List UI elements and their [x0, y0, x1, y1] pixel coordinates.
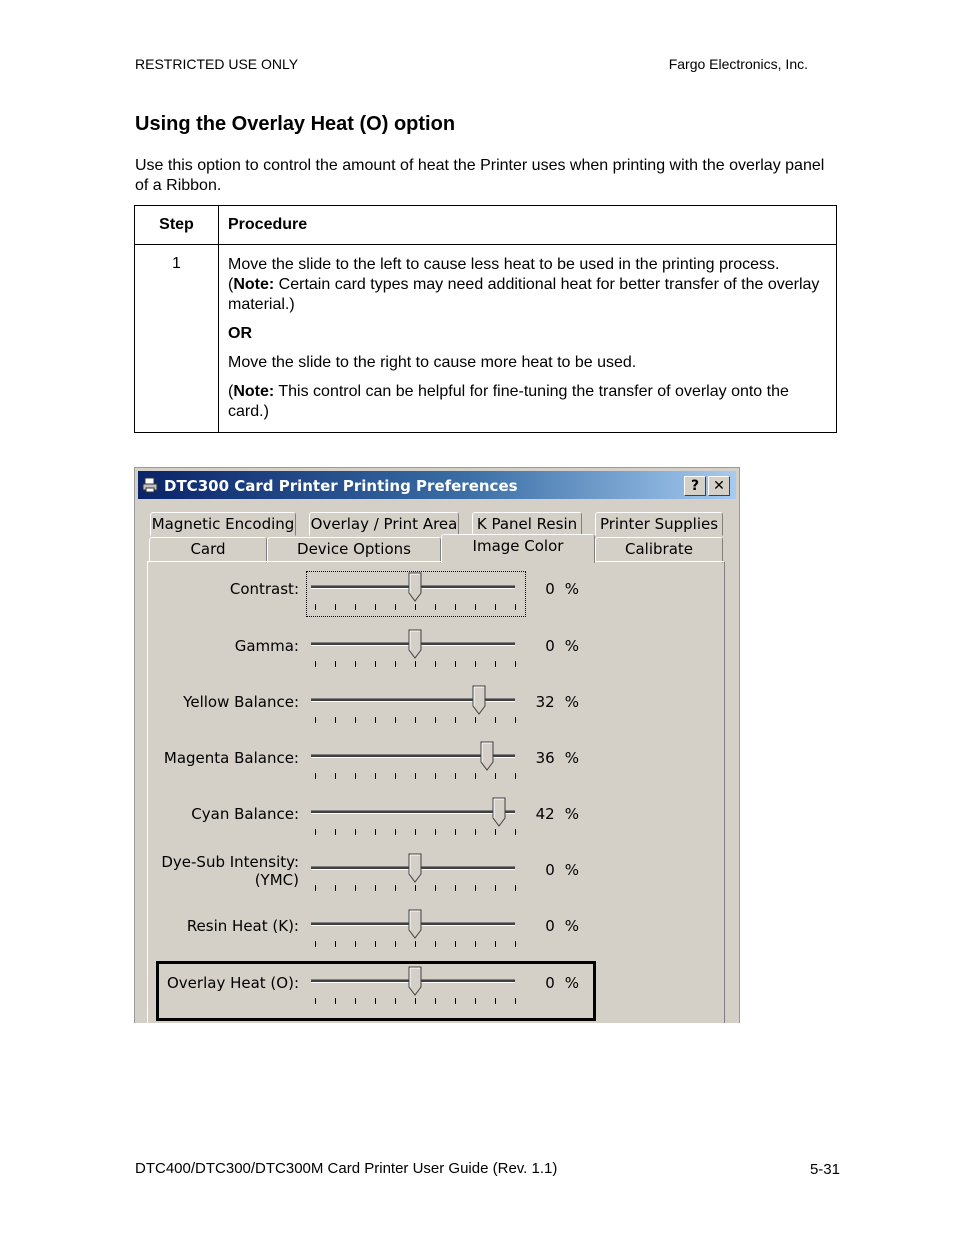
p1-text: Move the slide to the left to cause less heat to be used in the printing process. ( [228, 256, 780, 293]
slider-label-text: Gamma: [234, 637, 299, 655]
slider-tick [395, 941, 396, 947]
slider-value-unit: % [564, 693, 579, 711]
slider-tick [375, 717, 376, 723]
slider-tick [395, 604, 396, 610]
or-label [228, 324, 827, 344]
overlay-heat-value [535, 974, 579, 992]
slider-tick [435, 941, 436, 947]
slider-tick [395, 661, 396, 667]
procedure-cell [219, 245, 837, 433]
slider-value-number: 0 [545, 917, 555, 935]
slider-tick [495, 661, 496, 667]
slider-label [187, 917, 299, 935]
slider-label-text: Contrast: [229, 580, 299, 598]
slider-tick [335, 885, 336, 891]
slider-tick [515, 717, 516, 723]
dialog-title: DTC300 Card Printer Printing Preferences [164, 477, 518, 495]
slider-tick [315, 717, 316, 723]
slider-tick [435, 773, 436, 779]
slider-tick [415, 661, 416, 667]
slider-value-number: 0 [545, 861, 555, 879]
table-row [135, 245, 837, 433]
dye-sub-intensity-value [535, 861, 579, 879]
slider-tick [475, 773, 476, 779]
slider-thumb[interactable] [408, 572, 422, 602]
slider-row-resin-heat [147, 909, 617, 953]
slider-value-unit: % [564, 861, 579, 879]
printing-preferences-dialog [134, 467, 740, 1023]
overlay-heat-slider[interactable] [307, 966, 525, 1010]
tab-image-color[interactable]: Image Color [441, 534, 595, 563]
magenta-balance-value [535, 749, 579, 767]
printer-icon [142, 477, 158, 493]
page-number: 5-31 [809, 1161, 840, 1178]
slider-tick [495, 773, 496, 779]
slider-tick [455, 941, 456, 947]
tab-calibrate[interactable]: Calibrate [595, 537, 723, 563]
slider-tick [515, 661, 516, 667]
slider-thumb[interactable] [480, 741, 494, 771]
slider-tick [355, 717, 356, 723]
slider-tick [335, 998, 336, 1004]
slider-thumb[interactable] [408, 853, 422, 883]
slider-label [167, 974, 299, 992]
procedure-table [134, 205, 837, 433]
slider-label [191, 805, 299, 823]
p3-open: ( [228, 383, 234, 400]
slider-tick [395, 998, 396, 1004]
slider-value-number: 36 [535, 749, 555, 767]
dye-sub-intensity-slider[interactable] [307, 853, 525, 897]
slider-label-text: Cyan Balance: [191, 805, 299, 823]
slider-thumb[interactable] [408, 966, 422, 996]
slider-row-magenta-balance [147, 741, 617, 785]
footer-title: DTC400/DTC300/DTC300M Card Printer User Guide (Rev. 1.1) [135, 1160, 558, 1177]
slider-value-number: 0 [545, 580, 555, 598]
slider-tick [455, 829, 456, 835]
slider-tick [415, 829, 416, 835]
slider-value-number: 0 [545, 637, 555, 655]
slider-tick [455, 604, 456, 610]
slider-label-text: Dye-Sub Intensity: [161, 853, 299, 871]
running-header-right: Fargo Electronics, Inc. [668, 56, 808, 72]
slider-tick [475, 885, 476, 891]
slider-tick [495, 885, 496, 891]
tab-card[interactable]: Card [149, 537, 267, 563]
slider-tick [415, 941, 416, 947]
slider-tick [415, 604, 416, 610]
slider-tick [415, 885, 416, 891]
slider-row-gamma [147, 629, 617, 673]
slider-tick [335, 717, 336, 723]
slider-label-text: Magenta Balance: [163, 749, 299, 767]
slider-tick [415, 998, 416, 1004]
slider-tick [495, 941, 496, 947]
slider-thumb[interactable] [472, 685, 486, 715]
slider-tick [375, 773, 376, 779]
slider-value-unit: % [564, 580, 579, 598]
step-header: Step [135, 206, 219, 245]
slider-tick [455, 998, 456, 1004]
slider-row-yellow-balance [147, 685, 617, 729]
slider-tick [375, 941, 376, 947]
slider-label-text: Overlay Heat (O): [167, 974, 299, 992]
tab-magnetic-encoding[interactable]: Magnetic Encoding [150, 512, 296, 536]
slider-row-overlay-heat [147, 966, 617, 1010]
note-label: Note: [233, 276, 275, 293]
slider-value-number: 0 [545, 974, 555, 992]
procedure-paragraph-2: Move the slide to the right to cause more heat to be used. [228, 354, 637, 371]
slider-tick [515, 885, 516, 891]
dialog-titlebar[interactable] [138, 471, 736, 499]
gamma-slider[interactable] [307, 629, 525, 673]
slider-tick [395, 829, 396, 835]
close-button[interactable]: ✕ [708, 476, 730, 496]
slider-row-contrast [147, 572, 617, 616]
help-button[interactable]: ? [684, 476, 706, 496]
yellow-balance-value [535, 693, 579, 711]
slider-tick [455, 661, 456, 667]
slider-ticks [315, 998, 515, 1004]
slider-value-unit: % [564, 805, 579, 823]
section-title: Using the Overlay Heat (O) option [135, 113, 456, 135]
cyan-balance-slider[interactable] [307, 797, 525, 841]
slider-tick [375, 604, 376, 610]
slider-tick [435, 604, 436, 610]
slider-tick [515, 604, 516, 610]
table-header-row [135, 206, 837, 245]
slider-tick [475, 661, 476, 667]
slider-thumb[interactable] [492, 797, 506, 827]
slider-tick [355, 604, 356, 610]
or-text: OR [228, 325, 252, 342]
slider-thumb[interactable] [408, 909, 422, 939]
slider-label [235, 637, 299, 655]
slider-tick [355, 661, 356, 667]
slider-tick [475, 998, 476, 1004]
slider-tick [335, 661, 336, 667]
cyan-balance-value [535, 805, 579, 823]
slider-label [164, 749, 299, 767]
slider-value-unit: % [564, 917, 579, 935]
slider-tick [315, 885, 316, 891]
slider-label-text: Resin Heat (K): [186, 917, 299, 935]
slider-tick [475, 717, 476, 723]
slider-tick [475, 604, 476, 610]
slider-tick [435, 717, 436, 723]
slider-tick [395, 717, 396, 723]
slider-tick [395, 885, 396, 891]
slider-tick [415, 717, 416, 723]
magenta-balance-slider[interactable] [307, 741, 525, 785]
contrast-slider[interactable] [307, 572, 525, 616]
slider-tick [495, 604, 496, 610]
slider-tick [375, 885, 376, 891]
slider-tick [395, 773, 396, 779]
slider-tick [335, 829, 336, 835]
slider-value-unit: % [564, 974, 579, 992]
slider-ticks [315, 773, 515, 779]
slider-label [183, 693, 299, 711]
intro-paragraph: Use this option to control the amount of heat the Printer uses when printing with the overlay panel of a Ribbon. [135, 157, 825, 194]
slider-ticks [315, 661, 515, 667]
slider-row-cyan-balance [147, 797, 617, 841]
running-header-left: RESTRICTED USE ONLY [135, 56, 299, 72]
procedure-paragraph-1 [228, 255, 827, 315]
slider-value-number: 42 [535, 805, 555, 823]
slider-tick [435, 661, 436, 667]
slider-tick [335, 604, 336, 610]
slider-tick [515, 941, 516, 947]
tab-printer-supplies[interactable]: Printer Supplies [595, 512, 723, 536]
slider-tick [315, 773, 316, 779]
yellow-balance-slider[interactable] [307, 685, 525, 729]
slider-label [161, 853, 299, 889]
slider-tick [435, 998, 436, 1004]
procedure-paragraph-3 [228, 382, 827, 422]
slider-ticks [315, 885, 515, 891]
slider-tick [355, 773, 356, 779]
slider-tick [515, 829, 516, 835]
tab-overlay-print-area[interactable]: Overlay / Print Area [309, 512, 459, 536]
slider-tick [375, 829, 376, 835]
slider-tick [315, 941, 316, 947]
slider-tick [475, 941, 476, 947]
resin-heat-value [535, 917, 579, 935]
slider-tick [315, 604, 316, 610]
gamma-value [535, 637, 579, 655]
slider-value-unit: % [564, 749, 579, 767]
tab-device-options[interactable]: Device Options [267, 537, 441, 563]
slider-tick [475, 829, 476, 835]
contrast-value [535, 580, 579, 598]
slider-tick [355, 998, 356, 1004]
slider-value-unit: % [564, 637, 579, 655]
slider-track [311, 810, 515, 814]
slider-label-text: Yellow Balance: [183, 693, 299, 711]
slider-tick [355, 885, 356, 891]
slider-ticks [315, 717, 515, 723]
slider-tick [315, 661, 316, 667]
p1-note-text: Certain card types may need additional heat for better transfer of the overlay material.) [228, 276, 820, 313]
slider-tick [515, 998, 516, 1004]
slider-tick [335, 773, 336, 779]
slider-ticks [315, 829, 515, 835]
tab-k-panel-resin[interactable]: K Panel Resin [472, 512, 582, 536]
slider-tick [455, 773, 456, 779]
slider-tick [515, 773, 516, 779]
p3-note-text: This control can be helpful for fine-tuning the transfer of overlay onto the card.) [228, 383, 789, 420]
slider-tick [315, 829, 316, 835]
slider-tick [415, 773, 416, 779]
slider-tick [455, 885, 456, 891]
slider-tick [495, 717, 496, 723]
procedure-header: Procedure [219, 206, 837, 245]
slider-tick [435, 885, 436, 891]
slider-tick [495, 998, 496, 1004]
note-label: Note: [233, 383, 275, 400]
slider-ticks [315, 604, 515, 610]
step-number: 1 [135, 245, 219, 433]
slider-tick [315, 998, 316, 1004]
slider-tick [455, 717, 456, 723]
slider-tick [435, 829, 436, 835]
slider-tick [375, 998, 376, 1004]
slider-ticks [315, 941, 515, 947]
slider-thumb[interactable] [408, 629, 422, 659]
slider-row-dye-sub-intensity [147, 853, 617, 897]
slider-tick [355, 829, 356, 835]
slider-tick [375, 661, 376, 667]
slider-label [230, 580, 299, 598]
slider-tick [355, 941, 356, 947]
resin-heat-slider[interactable] [307, 909, 525, 953]
slider-tick [335, 941, 336, 947]
slider-label-text-2: (YMC) [254, 871, 299, 889]
slider-value-number: 32 [535, 693, 555, 711]
slider-tick [495, 829, 496, 835]
